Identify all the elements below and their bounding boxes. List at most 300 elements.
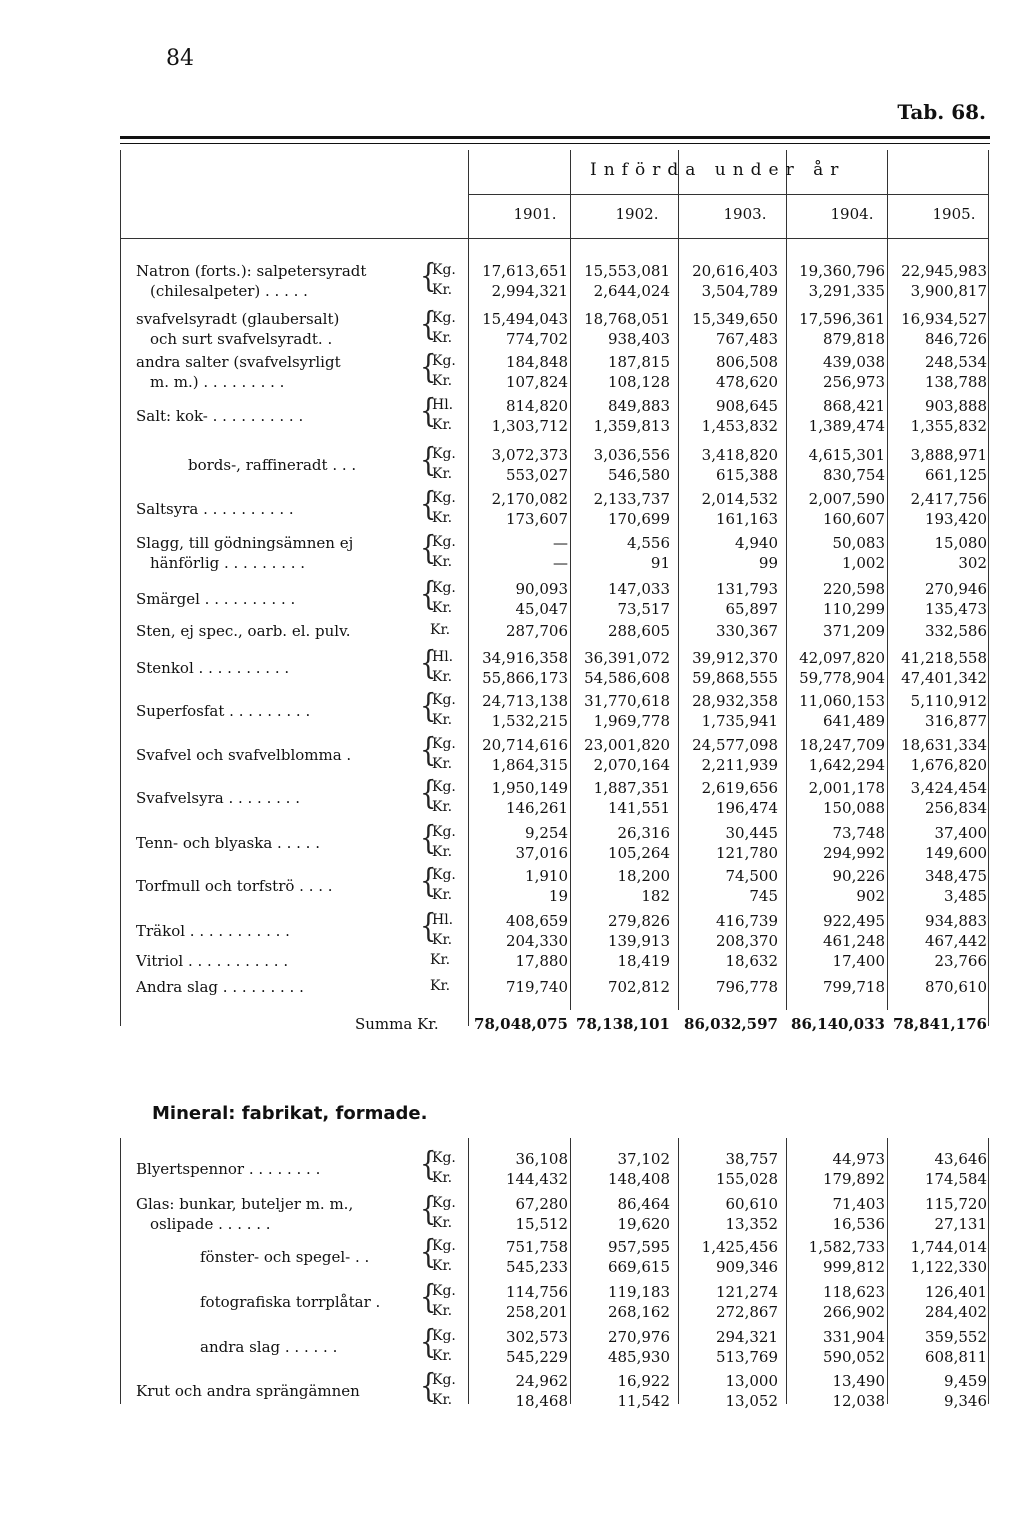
table-cell: 870,610: [924, 978, 987, 996]
table-cell: 149,600: [924, 844, 987, 862]
table-cell: 590,052: [822, 1348, 885, 1366]
table-cell: 19,360,796: [799, 262, 885, 280]
table-cell: 12,038: [832, 1392, 885, 1410]
table-cell: 2,170,082: [491, 490, 568, 508]
row-label-cont: och surt svafvelsyradt. .: [150, 330, 333, 348]
table-cell: 2,644,024: [593, 282, 670, 300]
table-cell: 15,080: [934, 534, 987, 552]
table-cell: 1,389,474: [808, 417, 885, 435]
page-number: 84: [166, 46, 194, 71]
table-cell: 18,419: [617, 952, 670, 970]
unit-label: Kr.: [432, 669, 453, 685]
table-cell: 1,453,832: [701, 417, 778, 435]
unit-label: Kr.: [432, 600, 453, 616]
table-cell: 37,400: [934, 824, 987, 842]
brace: {: [420, 907, 437, 945]
table-cell: 1,864,315: [491, 756, 568, 774]
table-cell: 1,735,941: [701, 712, 778, 730]
table-cell: 902: [856, 887, 885, 905]
unit-label: Kr.: [430, 978, 451, 994]
table-cell: 2,211,939: [701, 756, 778, 774]
table-cell: 126,401: [924, 1283, 987, 1301]
brace: {: [420, 644, 437, 682]
table-cell: 150,088: [822, 799, 885, 817]
table-cell: 608,811: [924, 1348, 987, 1366]
table-cell: 18,247,709: [799, 736, 885, 754]
table-cell: 256,973: [822, 373, 885, 391]
table-cell: 11,542: [617, 1392, 670, 1410]
table-cell: 266,902: [822, 1303, 885, 1321]
brace: {: [420, 862, 437, 900]
table-cell: 3,900,817: [910, 282, 987, 300]
table-cell: 302,573: [505, 1328, 568, 1346]
table-cell: 73,517: [617, 600, 670, 618]
row-label: Saltsyra . . . . . . . . . .: [136, 500, 294, 518]
table-cell: 17,613,651: [482, 262, 568, 280]
table-cell: 908,645: [715, 397, 778, 415]
brace: {: [420, 257, 437, 295]
column-rule: [988, 150, 989, 1026]
unit-label: Kr.: [432, 1348, 453, 1364]
table-cell: 256,834: [924, 799, 987, 817]
table-cell: 348,475: [924, 867, 987, 885]
table-cell: 18,631,334: [901, 736, 987, 754]
table-cell: 408,659: [505, 912, 568, 930]
table-cell: 1,969,778: [593, 712, 670, 730]
table-cell: 20,616,403: [692, 262, 778, 280]
unit-label: Kg.: [432, 1372, 456, 1388]
header-bottom-rule: [120, 238, 988, 239]
brace: {: [420, 529, 437, 567]
table-cell: 23,001,820: [584, 736, 670, 754]
row-label: Stenkol . . . . . . . . . .: [136, 659, 290, 677]
table-cell: 20,714,616: [482, 736, 568, 754]
table-cell: 268,162: [607, 1303, 670, 1321]
unit-label: Kg.: [432, 1195, 456, 1211]
unit-label: Kg.: [432, 534, 456, 550]
unit-label: Kr.: [432, 510, 453, 526]
table-cell: 148,408: [607, 1170, 670, 1188]
table-cell: 155,028: [715, 1170, 778, 1188]
table-cell: 330,367: [715, 622, 778, 640]
row-label: Salt: kok- . . . . . . . . . .: [136, 407, 304, 425]
table-cell: 1,303,712: [491, 417, 568, 435]
table-cell: 2,133,737: [593, 490, 670, 508]
unit-label: Kg.: [432, 692, 456, 708]
brace: {: [420, 1190, 437, 1228]
year-header: 1901.: [513, 205, 557, 223]
table-cell: 799,718: [822, 978, 885, 996]
table-cell: 160,607: [822, 510, 885, 528]
column-rule: [988, 1138, 989, 1404]
table-cell: 17,880: [515, 952, 568, 970]
table-cell: 416,739: [715, 912, 778, 930]
brace: {: [420, 774, 437, 812]
table-cell: 13,000: [725, 1372, 778, 1390]
table-cell: 661,125: [924, 466, 987, 484]
table-cell: 9,459: [944, 1372, 987, 1390]
row-label: Slagg, till gödningsämnen ej: [136, 534, 354, 552]
unit-label: Kg.: [432, 446, 456, 462]
table-cell: 11,060,153: [799, 692, 885, 710]
table-cell: 3,504,789: [701, 282, 778, 300]
table-cell: 182: [641, 887, 670, 905]
table-cell: 135,473: [924, 600, 987, 618]
unit-label: Kg.: [432, 310, 456, 326]
table-cell: 37,016: [515, 844, 568, 862]
table-cell: 15,494,043: [482, 310, 568, 328]
summa-label: Summa Kr.: [355, 1015, 439, 1033]
table-cell: 272,867: [715, 1303, 778, 1321]
table-cell: 24,962: [515, 1372, 568, 1390]
table-cell: 15,553,081: [584, 262, 670, 280]
unit-label: Kr.: [432, 417, 453, 433]
table-cell: 90,226: [832, 867, 885, 885]
table-cell: 38,757: [725, 1150, 778, 1168]
unit-label: Kr.: [432, 932, 453, 948]
table-cell: 4,556: [627, 534, 670, 552]
table-cell: 545,229: [505, 1348, 568, 1366]
brace: {: [420, 731, 437, 769]
table-cell: 767,483: [715, 330, 778, 348]
row-label: Glas: bunkar, buteljer m. m.,: [136, 1195, 354, 1213]
table-cell: 467,442: [924, 932, 987, 950]
table-cell: 2,070,164: [593, 756, 670, 774]
table-cell: 702,812: [607, 978, 670, 996]
table-cell: 2,007,590: [808, 490, 885, 508]
table-cell: 139,913: [607, 932, 670, 950]
brace: {: [420, 305, 437, 343]
stub-rule: [120, 1138, 121, 1404]
table-cell: 105,264: [607, 844, 670, 862]
row-label: fönster- och spegel- . .: [200, 1248, 370, 1266]
table-cell: 796,778: [715, 978, 778, 996]
row-label: Krut och andra sprängämnen: [136, 1382, 360, 1400]
unit-label: Kg.: [432, 1238, 456, 1254]
table-cell: 745: [749, 887, 778, 905]
table-cell: 119,183: [607, 1283, 670, 1301]
row-label: Andra slag . . . . . . . . .: [136, 978, 304, 996]
table-cell: 121,274: [715, 1283, 778, 1301]
row-label: Tenn- och blyaska . . . . .: [136, 834, 320, 852]
table-cell: 553,027: [505, 466, 568, 484]
table-cell: 3,485: [944, 887, 987, 905]
unit-label: Kg.: [432, 1328, 456, 1344]
table-cell: 23,766: [934, 952, 987, 970]
table-cell: 17,400: [832, 952, 885, 970]
table-cell: 478,620: [715, 373, 778, 391]
table-cell: 36,391,072: [584, 649, 670, 667]
year-header: 1902.: [615, 205, 659, 223]
table-cell: 138,788: [924, 373, 987, 391]
table-cell: 187,815: [607, 353, 670, 371]
table-cell: 170,699: [607, 510, 670, 528]
table-cell: 2,417,756: [910, 490, 987, 508]
table-cell: 15,512: [515, 1215, 568, 1233]
table-cell: 19,620: [617, 1215, 670, 1233]
table-cell: 184,848: [505, 353, 568, 371]
table-reference: Tab. 68.: [897, 100, 986, 124]
table-cell: 121,780: [715, 844, 778, 862]
table-cell: 18,632: [725, 952, 778, 970]
table-cell: 18,200: [617, 867, 670, 885]
table-cell: —: [553, 534, 568, 552]
table-cell: 2,994,321: [491, 282, 568, 300]
table-cell: 294,992: [822, 844, 885, 862]
table-cell: 546,580: [607, 466, 670, 484]
table-cell: 173,607: [505, 510, 568, 528]
unit-label: Kg.: [432, 262, 456, 278]
table-cell: 879,818: [822, 330, 885, 348]
row-label-cont: hänförlig . . . . . . . . .: [150, 554, 306, 572]
table-cell: 99: [758, 554, 778, 572]
row-label: Smärgel . . . . . . . . . .: [136, 590, 296, 608]
table-cell: 922,495: [822, 912, 885, 930]
row-label: svafvelsyradt (glaubersalt): [136, 310, 340, 328]
stub-rule: [120, 150, 121, 1026]
table-cell: 71,403: [832, 1195, 885, 1213]
table-cell: 18,468: [515, 1392, 568, 1410]
table-cell: 144,432: [505, 1170, 568, 1188]
table-cell: 47,401,342: [901, 669, 987, 687]
table-cell: 846,726: [924, 330, 987, 348]
table-cell: 3,418,820: [701, 446, 778, 464]
table-cell: 196,474: [715, 799, 778, 817]
row-label-cont: (chilesalpeter) . . . . .: [150, 282, 308, 300]
row-label: fotografiska torrplåtar .: [200, 1293, 381, 1311]
table-cell: —: [553, 554, 568, 572]
row-label-cont: m. m.) . . . . . . . . .: [150, 373, 285, 391]
table-cell: 9,346: [944, 1392, 987, 1410]
unit-label: Kg.: [432, 1150, 456, 1166]
unit-label: Kr.: [432, 756, 453, 772]
table-cell: 751,758: [505, 1238, 568, 1256]
unit-label: Hl.: [432, 397, 454, 413]
table-cell: 39,912,370: [692, 649, 778, 667]
brace: {: [420, 575, 437, 613]
table-cell: 2,014,532: [701, 490, 778, 508]
table-cell: 957,595: [607, 1238, 670, 1256]
table-cell: 461,248: [822, 932, 885, 950]
table-cell: 73,748: [832, 824, 885, 842]
unit-label: Kr.: [432, 330, 453, 346]
table-cell: 179,892: [822, 1170, 885, 1188]
table-cell: 31,770,618: [584, 692, 670, 710]
table-cell: 59,778,904: [799, 669, 885, 687]
table-cell: 146,261: [505, 799, 568, 817]
table-cell: 3,424,454: [910, 779, 987, 797]
row-label: Vitriol . . . . . . . . . . .: [136, 952, 289, 970]
unit-label: Kr.: [432, 282, 453, 298]
table-cell: 288,605: [607, 622, 670, 640]
row-label: Träkol . . . . . . . . . . .: [136, 922, 290, 940]
table-cell: 3,072,373: [491, 446, 568, 464]
unit-label: Kr.: [432, 1170, 453, 1186]
table-cell: 107,824: [505, 373, 568, 391]
table-cell: 999,812: [822, 1258, 885, 1276]
unit-label: Kr.: [432, 887, 453, 903]
summa-value: 78,841,176: [893, 1015, 987, 1033]
unit-label: Kg.: [432, 824, 456, 840]
table-cell: 774,702: [505, 330, 568, 348]
brace: {: [420, 819, 437, 857]
table-cell: 13,352: [725, 1215, 778, 1233]
year-header: 1904.: [830, 205, 874, 223]
table-cell: 28,932,358: [692, 692, 778, 710]
summa-value: 78,048,075: [474, 1015, 568, 1033]
table-cell: 204,330: [505, 932, 568, 950]
unit-label: Kr.: [432, 1303, 453, 1319]
table-cell: 19: [548, 887, 568, 905]
brace: {: [420, 348, 437, 386]
table-cell: 41,218,558: [901, 649, 987, 667]
unit-label: Kr.: [430, 622, 451, 638]
group-header: Införda under år: [590, 160, 846, 180]
summa-value: 78,138,101: [576, 1015, 670, 1033]
table-cell: 13,052: [725, 1392, 778, 1410]
table-cell: 849,883: [607, 397, 670, 415]
row-label: andra slag . . . . . .: [200, 1338, 338, 1356]
year-header: 1905.: [932, 205, 976, 223]
table-cell: 1,532,215: [491, 712, 568, 730]
table-cell: 284,402: [924, 1303, 987, 1321]
table-cell: 1,359,813: [593, 417, 670, 435]
table-cell: 24,713,138: [482, 692, 568, 710]
table-cell: 193,420: [924, 510, 987, 528]
brace: {: [420, 687, 437, 725]
table-cell: 1,744,014: [910, 1238, 987, 1256]
table-cell: 294,321: [715, 1328, 778, 1346]
table-cell: 641,489: [822, 712, 885, 730]
unit-label: Kg.: [432, 736, 456, 752]
table-cell: 147,033: [607, 580, 670, 598]
year-header: 1903.: [723, 205, 767, 223]
table-cell: 118,623: [822, 1283, 885, 1301]
table-cell: 55,866,173: [482, 669, 568, 687]
unit-label: Kr.: [432, 799, 453, 815]
brace: {: [420, 1233, 437, 1271]
section-title: Mineral: fabrikat, formade.: [152, 1103, 428, 1124]
table-cell: 1,122,330: [910, 1258, 987, 1276]
table-cell: 4,615,301: [808, 446, 885, 464]
table-cell: 331,904: [822, 1328, 885, 1346]
row-label: Svafvel och svafvelblomma .: [136, 746, 352, 764]
unit-label: Hl.: [432, 649, 454, 665]
table-cell: 934,883: [924, 912, 987, 930]
table-cell: 86,464: [617, 1195, 670, 1213]
top-rule: [120, 136, 990, 139]
table-cell: 814,820: [505, 397, 568, 415]
unit-label: Kg.: [432, 779, 456, 795]
table-cell: 2,001,178: [808, 779, 885, 797]
table-cell: 161,163: [715, 510, 778, 528]
table-cell: 545,233: [505, 1258, 568, 1276]
unit-label: Kr.: [432, 554, 453, 570]
table-cell: 903,888: [924, 397, 987, 415]
table-cell: 615,388: [715, 466, 778, 484]
table-cell: 830,754: [822, 466, 885, 484]
table-cell: 108,128: [607, 373, 670, 391]
table-cell: 30,445: [725, 824, 778, 842]
table-cell: 50,083: [832, 534, 885, 552]
table-cell: 3,291,335: [808, 282, 885, 300]
brace: {: [420, 441, 437, 479]
table-cell: 270,946: [924, 580, 987, 598]
unit-label: Kg.: [432, 867, 456, 883]
unit-label: Hl.: [432, 912, 454, 928]
table-cell: 332,586: [924, 622, 987, 640]
unit-label: Kg.: [432, 580, 456, 596]
row-label: Torfmull och torfströ . . . .: [136, 877, 333, 895]
table-cell: 18,768,051: [584, 310, 670, 328]
table-cell: 1,355,832: [910, 417, 987, 435]
table-cell: 60,610: [725, 1195, 778, 1213]
unit-label: Kg.: [432, 353, 456, 369]
table-cell: 141,551: [607, 799, 670, 817]
table-cell: 27,131: [934, 1215, 987, 1233]
table-cell: 44,973: [832, 1150, 885, 1168]
table-cell: 279,826: [607, 912, 670, 930]
table-cell: 15,349,650: [692, 310, 778, 328]
row-label-cont: oslipade . . . . . .: [150, 1215, 271, 1233]
table-cell: 439,038: [822, 353, 885, 371]
table-cell: 9,254: [525, 824, 568, 842]
table-cell: 17,596,361: [799, 310, 885, 328]
row-label: Sten, ej spec., oarb. el. pulv.: [136, 622, 351, 640]
table-cell: 5,110,912: [910, 692, 987, 710]
table-cell: 59,868,555: [692, 669, 778, 687]
table-cell: 1,582,733: [808, 1238, 885, 1256]
brace: {: [420, 1145, 437, 1183]
unit-label: Kr.: [432, 712, 453, 728]
brace: {: [420, 1367, 437, 1405]
table-cell: 258,201: [505, 1303, 568, 1321]
table-cell: 16,934,527: [901, 310, 987, 328]
unit-label: Kr.: [432, 373, 453, 389]
table-cell: 669,615: [607, 1258, 670, 1276]
table-cell: 2,619,656: [701, 779, 778, 797]
table-cell: 45,047: [515, 600, 568, 618]
table-cell: 36,108: [515, 1150, 568, 1168]
header-rule: [468, 194, 988, 195]
table-cell: 115,720: [924, 1195, 987, 1213]
table-cell: 316,877: [924, 712, 987, 730]
unit-label: Kr.: [432, 1258, 453, 1274]
table-cell: 270,976: [607, 1328, 670, 1346]
table-cell: 806,508: [715, 353, 778, 371]
unit-label: Kr.: [432, 1392, 453, 1408]
table-cell: 938,403: [607, 330, 670, 348]
table-cell: 26,316: [617, 824, 670, 842]
unit-label: Kr.: [432, 844, 453, 860]
table-cell: 16,922: [617, 1372, 670, 1390]
table-cell: 3,036,556: [593, 446, 670, 464]
table-cell: 220,598: [822, 580, 885, 598]
table-cell: 37,102: [617, 1150, 670, 1168]
unit-label: Kr.: [432, 1215, 453, 1231]
table-cell: 371,209: [822, 622, 885, 640]
table-cell: 67,280: [515, 1195, 568, 1213]
row-label: andra salter (svafvelsyrligt: [136, 353, 341, 371]
summa-value: 86,140,033: [791, 1015, 885, 1033]
table-cell: 302: [958, 554, 987, 572]
row-label: Svafvelsyra . . . . . . . .: [136, 789, 300, 807]
table-cell: 208,370: [715, 932, 778, 950]
unit-label: Kr.: [432, 466, 453, 482]
table-cell: 359,552: [924, 1328, 987, 1346]
unit-label: Kr.: [430, 952, 451, 968]
table-cell: 248,534: [924, 353, 987, 371]
